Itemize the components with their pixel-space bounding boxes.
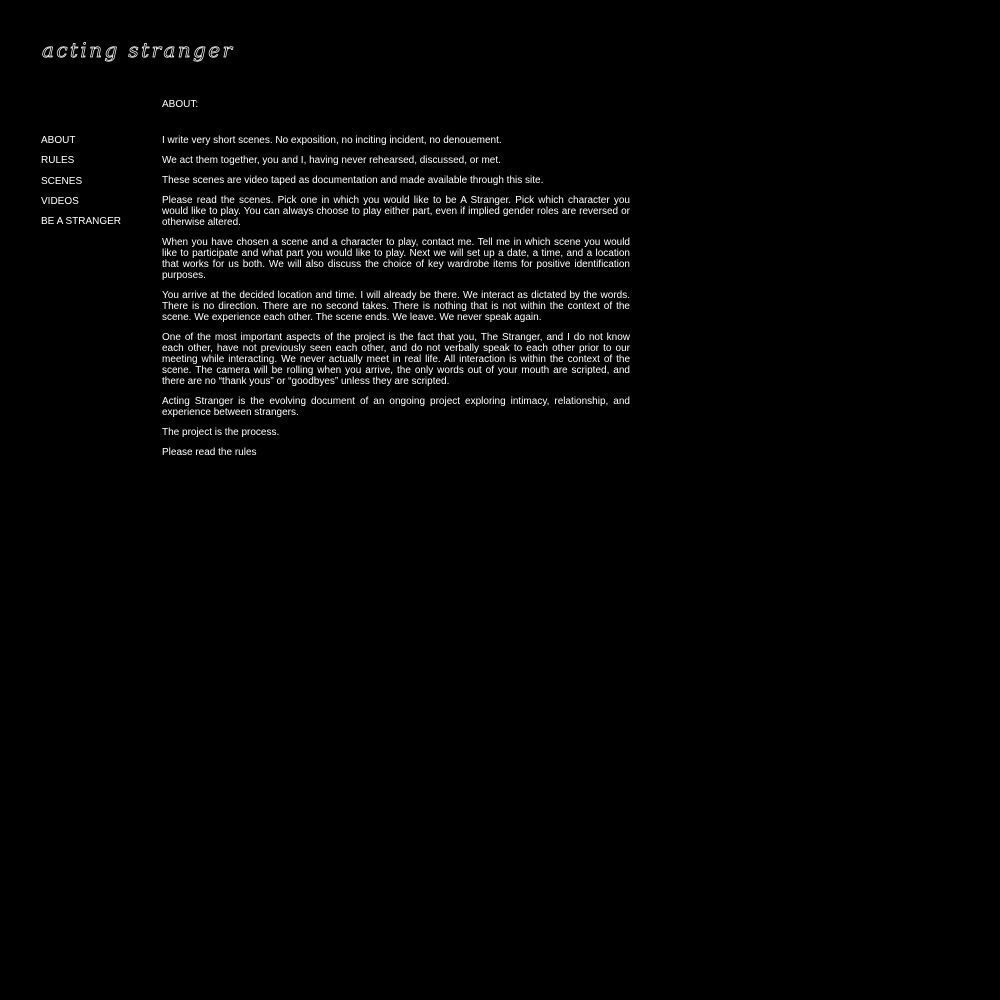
logo-graphic [41, 38, 235, 66]
about-paragraph: We act them together, you and I, having never rehearsed, discussed, or met. [162, 155, 501, 166]
nav-item-rules[interactable]: RULES [41, 155, 75, 167]
logo-text: acting stranger [42, 38, 235, 62]
about-paragraph: You arrive at the decided location and time. I will already be there. We interact as dictated by the words. There is no direction. There are no second takes. There is nothing that is not within the context of the scene. We experience each other. The scene ends. We leave. We never speak again. [162, 290, 630, 323]
about-paragraph: Please read the scenes. Pick one in which you would like to be A Stranger. Pick which character you would like to play. You can always choose to play either part, even if implied gender roles are reversed or otherwise altered. [162, 195, 630, 228]
nav-item-about[interactable]: ABOUT [41, 135, 76, 146]
main-nav [41, 135, 151, 236]
closing-paragraph [162, 447, 630, 458]
nav-item-scenes[interactable]: SCENES [41, 175, 83, 187]
about-content [162, 135, 630, 467]
about-paragraph: These scenes are video taped as documentation and made available through this site. [162, 175, 544, 186]
nav-item-videos[interactable]: VIDEOS [41, 195, 79, 207]
page-title: ABOUT: [162, 99, 199, 110]
read-rules-link[interactable]: Please read the rules [162, 447, 257, 458]
about-paragraph: One of the most important aspects of the project is the fact that you, The Stranger, and I do not know each other, have not previously seen each other, and do not verbally speak to each other prior to our meeting while interacting. We never actually meet in real life. All interaction is within the context of the scene. The camera will be rolling when you arrive, the only words out of your mouth are scripted, and there are no “thank yous” or “goodbyes” unless they are scripted. [162, 332, 630, 387]
site-logo[interactable] [41, 38, 235, 66]
about-paragraph: When you have chosen a scene and a character to play, contact me. Tell me in which scene you would like to participate and what part you would like to play. Next we will set up a date, a time, and a location that works for us both. We will also discuss the choice of key wardrobe items for positive identification purposes. [162, 237, 630, 281]
nav-item-be-a-stranger[interactable]: BE A STRANGER [41, 216, 122, 228]
about-paragraph: Acting Stranger is the evolving document of an ongoing project exploring intimacy, relationship, and experience between strangers. [162, 396, 630, 418]
about-paragraph: The project is the process. [162, 427, 280, 438]
about-paragraph: I write very short scenes. No exposition, no inciting incident, no denouement. [162, 135, 502, 146]
